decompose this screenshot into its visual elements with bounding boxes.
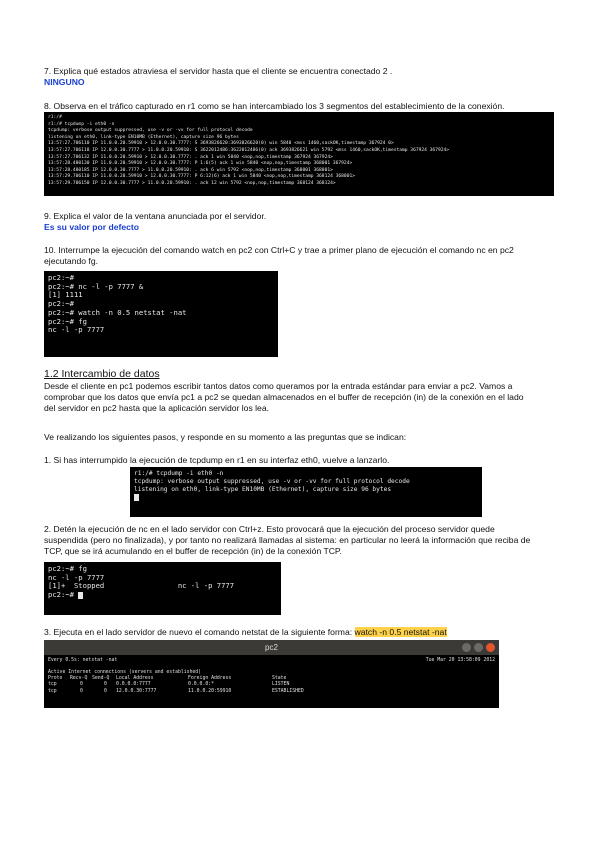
terminal-line: 13:57:28.480130 IP 11.0.0.20.59910 > 12.0.0.30.7777: P 1:6(5) ack 1 win 5840 <nop,nop,timestamp 368001 367924> <box>48 161 353 167</box>
terminal-line: pc2:~# fg <box>48 316 87 326</box>
step-3-question <box>44 627 564 638</box>
answer-9: Es su valor por defecto <box>44 222 140 232</box>
cell: 0 <box>80 688 83 694</box>
terminal-line: r1:/# tcpdump -i eth0 -n <box>134 470 224 477</box>
step-3-prefix: 3. Ejecuta en el lado servidor de nuevo el comando netstat de la siguiente forma: <box>44 627 355 637</box>
maximize-icon[interactable] <box>474 643 483 652</box>
terminal-line: nc -l -p 7777 <box>48 325 105 335</box>
terminal-line: tcpdump: verbose output suppressed, use -v or -vv for full protocol decode <box>48 128 253 134</box>
close-icon[interactable] <box>486 643 495 652</box>
column-header: Local Address <box>116 676 154 682</box>
terminal-line: nc -l -p 7777 <box>48 572 105 582</box>
terminal-line: 13:57:29.706150 IP 12.0.0.30.7777 > 11.0.0.20.59910: . ack 12 win 5792 <nop,nop,timestamp 368124 368124> <box>48 180 336 186</box>
window-titlebar[interactable] <box>44 640 499 655</box>
cell: 0.0.0.0:* <box>188 682 214 688</box>
terminal-line: [1] 1111 <box>48 290 83 300</box>
netstat-title: Active Internet connections (servers and established) <box>48 670 202 675</box>
cell: 0 <box>104 682 107 688</box>
question-10 <box>44 245 564 267</box>
table-row <box>48 689 495 695</box>
cell: 11.0.0.20:59910 <box>188 688 232 694</box>
section-steps-intro: Ve realizando los siguientes pasos, y responde en su momento a las preguntas que se indican: <box>44 432 407 442</box>
terminal-line: pc2:~# <box>48 299 79 309</box>
terminal-line: 13:57:29.706110 IP 11.0.0.20.59910 > 12.0.0.30.7777: P 6:12(6) ack 1 win 5840 <nop,nop,timestamp 368124 368001> <box>48 174 355 180</box>
minimize-icon[interactable] <box>462 643 471 652</box>
step-1-question: 1. Si has interrumpido la ejecución de tcpdump en r1 en su interfaz eth0, vuelve a lanzarlo. <box>44 455 390 465</box>
section-title: 1.2 Intercambio de datos <box>44 368 160 380</box>
terminal-line: [1]+ Stopped nc -l -p 7777 <box>48 581 235 591</box>
cell: tcp <box>48 682 57 688</box>
question-10-line2: ejecutando fg. <box>44 256 98 266</box>
terminal-line: r1:/# <box>48 115 65 120</box>
pc2-terminal-stopped <box>44 562 281 615</box>
window-title: pc2 <box>265 643 278 652</box>
cell: 12.0.0.30:7777 <box>116 688 157 694</box>
terminal-line: pc2:~# nc -l -p 7777 & <box>48 281 144 291</box>
terminal-prompt: pc2:~# <box>48 590 79 600</box>
terminal-cursor <box>78 592 83 599</box>
terminal-cursor <box>134 494 139 501</box>
step-2-line: 2. Detén la ejecución de nc en el lado servidor con Ctrl+z. Esto provocará que la ejecución del proceso servidor quede <box>44 524 495 534</box>
terminal-line: pc2:~# fg <box>48 564 87 573</box>
terminal-line: 13:57:27.706132 IP 11.0.0.20.59910 > 12.0.0.30.7777: . ack 1 win 5840 <nop,nop,timestamp 367924 367924> <box>48 154 333 160</box>
column-header: Proto <box>48 676 63 682</box>
question-7: 7. Explica qué estados atraviesa el servidor hasta que el cliente se encuentra conectado 2 . <box>44 66 393 76</box>
terminal-line: r1:/# tcpdump -i eth0 -n <box>48 121 115 127</box>
cell: 0 <box>80 682 83 688</box>
tcpdump-terminal-2 <box>130 467 482 517</box>
cell: LISTEN <box>272 682 290 688</box>
cell: tcp <box>48 688 57 694</box>
watch-timestamp: Tue Mar 20 13:58:09 2012 <box>425 658 495 663</box>
terminal-line: tcpdump: verbose output suppressed, use -v or -vv for full protocol decode <box>134 478 410 485</box>
tcpdump-terminal-1 <box>44 112 554 196</box>
question-10-line1: 10. Interrumpe la ejecución del comando watch en pc2 con Ctrl+C y trae a primer plano de ejecución el comando nc en pc2 <box>44 245 514 255</box>
pc2-terminal-fg <box>44 271 278 357</box>
pc2-terminal-window <box>44 640 499 708</box>
terminal-line: pc2:~# watch -n 0.5 netstat -nat <box>48 307 187 317</box>
intro-line: Desde el cliente en pc1 podemos escribir tantos datos como queramos por la entrada estándar para enviar a pc2. Vamos a <box>44 381 513 391</box>
netstat-output <box>44 655 499 698</box>
step-2-line: suspendida (pero no finalizada), y por tanto no realizará llamadas al sistema: en particular no leerá la información que reciba de <box>44 535 531 545</box>
intro-line: del servidor en pc2 hasta que la aplicación servidor los lea. <box>44 403 269 413</box>
terminal-line: listening on eth0, link-type EN10MB (Ethernet), capture size 96 bytes <box>48 134 239 140</box>
terminal-line: 13:57:27.706110 IP 11.0.0.20.59910 > 12.0.0.30.7777: S 3693826620:3693826620(0) win 5840 <mss 1460,sackOK,timestamp 367924 0> <box>48 141 394 147</box>
question-8: 8. Observa en el tráfico capturado en r1 como se han intercambiado los 3 segmentos del establecimiento de la conexión. <box>44 101 505 111</box>
step-2-line: TCP, que se irá acumulando en el buffer de recepción (in) de la conexión TCP. <box>44 546 342 556</box>
terminal-line: listening on eth0, link-type EN10MB (Ethernet), capture size 96 bytes <box>134 486 392 493</box>
column-header: Foreign Address <box>188 676 232 682</box>
column-header: State <box>272 676 287 682</box>
cell: 0.0.0.0:7777 <box>116 682 151 688</box>
terminal-line: 13:57:28.480185 IP 12.0.0.30.7777 > 11.0.0.20.59910: . ack 6 win 5792 <nop,nop,timestamp 368001 368001> <box>48 167 333 173</box>
cell: ESTABLISHED <box>272 688 304 694</box>
column-header: Recv-Q <box>70 676 88 682</box>
question-9: 9. Explica el valor de la ventana anunciada por el servidor. <box>44 211 267 221</box>
answer-7: NINGUNO <box>44 77 85 87</box>
terminal-line: pc2:~# <box>48 273 79 282</box>
step-2-question <box>44 524 564 557</box>
watch-header: Every 0.5s: netstat -nat <box>48 658 118 663</box>
column-header: Send-Q <box>92 676 110 682</box>
terminal-line: 13:57:27.706118 IP 12.0.0.30.7777 > 11.0.0.20.59910: S 3622012486:3622012486(0) ack 3693826621 win 5792 <mss 1460,sackOK,timestamp 367924 367924> <box>48 147 450 153</box>
cell: 0 <box>104 688 107 694</box>
section-intro <box>44 381 564 414</box>
intro-line: comprobar que los datos que envía pc1 a pc2 se quedan almacenados en el buffer de recepción (in) de la conexión en el lado <box>44 392 524 402</box>
highlighted-command: watch -n 0.5 netstat -nat <box>354 627 447 637</box>
